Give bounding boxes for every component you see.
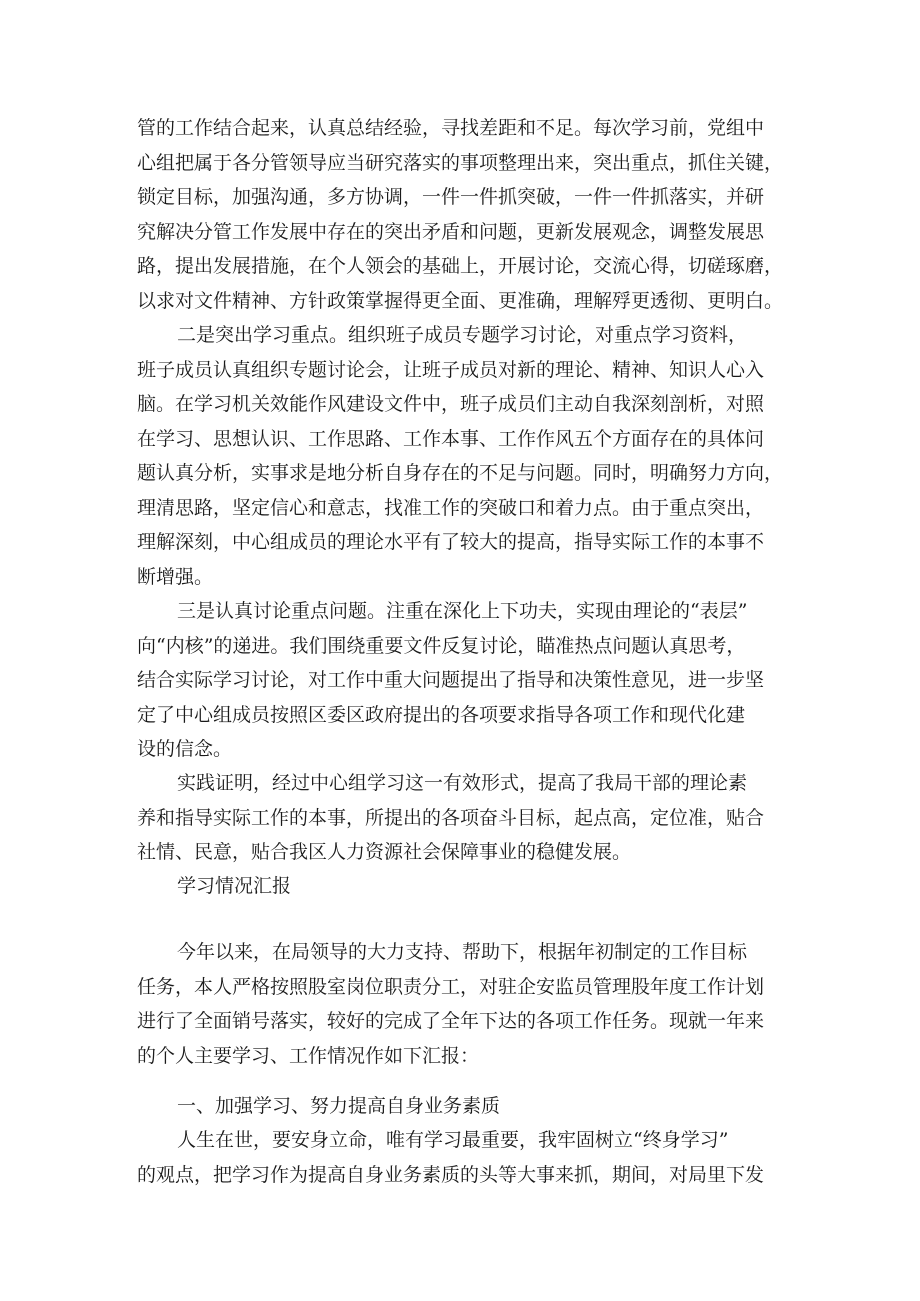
text-line: 设的信念。 — [137, 738, 233, 760]
subheading-text: 一、加强学习、努力提高自身业务素质 — [177, 1095, 501, 1117]
text-line: 进行了全面销号落实，较好的完成了全年下达的各项工作任务。现就一年来 — [137, 1010, 765, 1032]
text-line: 三是认真讨论重点问题。注重在深化上下功夫，实现由理论的“表层” — [177, 600, 748, 622]
subheading — [137, 1089, 797, 1124]
body-paragraph-4 — [137, 766, 797, 870]
text-line: 结合实际学习讨论，对工作中重大问题提出了指导和决策性意见，进一步坚 — [137, 669, 765, 691]
text-line: 究解决分管工作发展中存在的突出矛盾和问题，更新发展观念，调整发展思 — [137, 220, 765, 243]
text-line: 向“内核”的递进。我们围绕重要文件反复讨论，瞄准热点问题认真思考， — [137, 634, 746, 657]
text-line: 定了中心组成员按照区委区政府提出的各项要求指导各项工作和现代化建 — [137, 703, 746, 726]
text-line: 以求对文件精神、方针政策掌握得更全面、更准确，理解殍更透彻、更明白。 — [137, 289, 784, 312]
body-paragraph-5 — [137, 935, 797, 1073]
text-line: 二是突出学习重点。组织班子成员专题学习讨论，对重点学习资料， — [177, 324, 748, 346]
body-paragraph-6 — [137, 1123, 797, 1192]
text-line: 心组把属于各分管领导应当研究落实的事项整理出来，突出重点，抓住关键， — [137, 151, 784, 174]
text-line: 社情、民意，贴合我区人力资源社会保障事业的稳健发展。 — [137, 841, 632, 863]
text-line: 的个人主要学习、工作情况作如下汇报： — [137, 1044, 480, 1067]
text-line: 在学习、思想认识、工作思路、工作本事、工作作风五个方面存在的具体问 — [137, 427, 765, 450]
text-line: 理清思路，坚定信心和意志，找准工作的突破口和着力点。由于重点突出， — [137, 496, 765, 519]
section-title — [137, 869, 797, 904]
text-line: 今年以来，在局领导的大力支持、帮助下，根据年初制定的工作目标 — [177, 941, 748, 963]
text-line: 脑。在学习机关效能作风建设文件中，班子成员们主动自我深刻剖析，对照 — [137, 393, 765, 415]
text-line: 任务，本人严格按照股室岗位职责分工，对驻企安监员管理股年度工作计划 — [137, 975, 765, 998]
text-line: 管的工作结合起来，认真总结经验，寻找差距和不足。每次学习前，党组中 — [137, 117, 765, 139]
text-line: 实践证明，经过中心组学习这一有效形式，提高了我局干部的理论素 — [177, 772, 748, 794]
text-line: 锁定目标，加强沟通，多方协调，一件一件抓突破，一件一件抓落实，并研 — [137, 186, 765, 208]
text-line: 人生在世，要安身立命，唯有学习最重要，我牢固树立“终身学习” — [177, 1129, 729, 1151]
text-line: 班子成员认真组织专题讨论会，让班子成员对新的理论、精神、知识人心入 — [137, 358, 765, 381]
text-line: 养和指导实际工作的本事，所提出的各项奋斗目标，起点高，定位准，贴合 — [137, 806, 765, 829]
body-paragraph-1 — [137, 111, 797, 318]
text-line: 理解深刻，中心组成员的理论水平有了较大的提高，指导实际工作的本事不 — [137, 531, 765, 553]
text-line: 的观点，把学习作为提高自身业务素质的头等大事来抓，期间，对局里下发 — [137, 1163, 765, 1186]
body-paragraph-3 — [137, 594, 797, 767]
text-line: 路，提出发展措施，在个人领会的基础上，开展讨论，交流心得，切磋琢磨， — [137, 255, 784, 277]
section-title-text: 学习情况汇报 — [177, 875, 292, 897]
text-line: 断增强。 — [137, 565, 214, 588]
text-line: 题认真分析，实事求是地分析自身存在的不足与问题。同时，明确努力方向， — [137, 462, 784, 484]
body-paragraph-2 — [137, 318, 797, 594]
